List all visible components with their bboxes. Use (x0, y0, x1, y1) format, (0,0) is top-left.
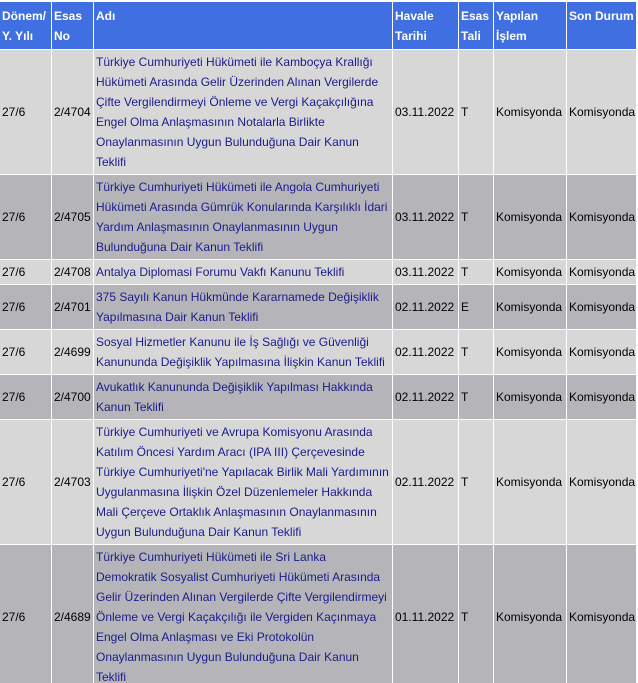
cell-esas-tali: T (459, 375, 493, 419)
header-row (0, 2, 636, 49)
cell-havale-tarihi: 01.11.2022 (393, 545, 458, 683)
header-yapilan-islem[interactable]: Yapılan İşlem (494, 2, 566, 49)
cell-adi (94, 50, 392, 174)
cell-esas-tali: T (459, 260, 493, 284)
bill-title-link[interactable]: Türkiye Cumhuriyeti Hükümeti ile Angola Cumhuriyeti Hükümeti Arasında Gümrük Konularında Karşılıklı İdari Yardım Anlaşmasının Onaylanmasının Uygun Bulunduğuna Dair Kanun Teklifi (96, 180, 388, 254)
cell-havale-tarihi: 03.11.2022 (393, 175, 458, 259)
cell-adi (94, 420, 392, 544)
cell-yapilan-islem: Komisyonda (494, 375, 566, 419)
cell-yapilan-islem: Komisyonda (494, 50, 566, 174)
cell-esas-no: 2/4703 (52, 420, 93, 544)
cell-adi (94, 285, 392, 329)
cell-son-durum: Komisyonda (567, 50, 636, 174)
cell-donem: 27/6 (0, 50, 51, 174)
cell-donem: 27/6 (0, 375, 51, 419)
table-row (0, 375, 636, 419)
cell-donem: 27/6 (0, 420, 51, 544)
table-row (0, 50, 636, 174)
cell-son-durum: Komisyonda (567, 420, 636, 544)
cell-esas-tali: T (459, 175, 493, 259)
bill-title-link[interactable]: 375 Sayılı Kanun Hükmünde Kararnamede Değişiklik Yapılmasına Dair Kanun Teklifi (96, 290, 379, 324)
bill-title-link[interactable]: Antalya Diplomasi Forumu Vakfı Kanunu Teklifi (96, 265, 345, 279)
cell-esas-no: 2/4708 (52, 260, 93, 284)
cell-donem: 27/6 (0, 260, 51, 284)
table-row (0, 545, 636, 683)
header-adi[interactable]: Adı (94, 2, 392, 49)
table-row (0, 420, 636, 544)
table-row (0, 260, 636, 284)
cell-esas-no: 2/4705 (52, 175, 93, 259)
header-esas-no[interactable]: Esas No (52, 2, 93, 49)
bill-title-link[interactable]: Sosyal Hizmetler Kanunu ile İş Sağlığı ve Güvenliği Kanununda Değişiklik Yapılmasına İlişkin Kanun Teklifi (96, 335, 385, 369)
cell-yapilan-islem: Komisyonda (494, 420, 566, 544)
cell-havale-tarihi: 03.11.2022 (393, 50, 458, 174)
cell-esas-no: 2/4704 (52, 50, 93, 174)
cell-esas-no: 2/4699 (52, 330, 93, 374)
cell-adi (94, 545, 392, 683)
cell-yapilan-islem: Komisyonda (494, 330, 566, 374)
table-row (0, 330, 636, 374)
cell-yapilan-islem: Komisyonda (494, 545, 566, 683)
cell-esas-tali: T (459, 420, 493, 544)
cell-esas-tali: T (459, 50, 493, 174)
table-row (0, 175, 636, 259)
header-esas-tali[interactable]: Esas Tali (459, 2, 493, 49)
header-son-durum[interactable]: Son Durum (567, 2, 636, 49)
bill-title-link[interactable]: Türkiye Cumhuriyeti Hükümeti ile Sri Lanka Demokratik Sosyalist Cumhuriyeti Hükümeti Arasında Gelir Üzerinden Alınan Vergilerde Çifte Vergilendirmeyi Önleme ve Vergi Kaçakçılığı ile Vergiden Kaçınmaya Engel Olma Anlaşması ve Eki Protokolün Onaylanmasının Uygun Bulunduğuna Dair Kanun Teklifi (96, 550, 387, 683)
cell-yapilan-islem: Komisyonda (494, 260, 566, 284)
cell-adi (94, 330, 392, 374)
cell-donem: 27/6 (0, 545, 51, 683)
cell-adi (94, 260, 392, 284)
bill-title-link[interactable]: Türkiye Cumhuriyeti ve Avrupa Komisyonu Arasında Katılım Öncesi Yardım Aracı (IPA III) Çerçevesinde Türkiye Cumhuriyeti'ne Yapılacak Birlik Mali Yardımının Uygulanmasına İlişkin Özel Düzenlemeler Hakkında Mali Çerçeve Ortaklık Anlaşmasının Onaylanmasının Uygun Bulunduğuna Dair Kanun Teklifi (96, 425, 389, 539)
cell-havale-tarihi: 03.11.2022 (393, 260, 458, 284)
cell-son-durum: Komisyonda (567, 285, 636, 329)
cell-son-durum: Komisyonda (567, 175, 636, 259)
cell-esas-no: 2/4689 (52, 545, 93, 683)
cell-donem: 27/6 (0, 175, 51, 259)
cell-son-durum: Komisyonda (567, 545, 636, 683)
table-row (0, 285, 636, 329)
cell-havale-tarihi: 02.11.2022 (393, 330, 458, 374)
cell-esas-tali: E (459, 285, 493, 329)
cell-son-durum: Komisyonda (567, 260, 636, 284)
cell-havale-tarihi: 02.11.2022 (393, 285, 458, 329)
cell-donem: 27/6 (0, 330, 51, 374)
cell-esas-no: 2/4700 (52, 375, 93, 419)
bill-title-link[interactable]: Türkiye Cumhuriyeti Hükümeti ile Kamboçya Krallığı Hükümeti Arasında Gelir Üzerinden Alınan Vergilerde Çifte Vergilendirmeyi Önleme ve Vergi Kaçakçılığına Engel Olma Anlaşmasının Notalarla Birlikte Onaylanmasının Uygun Bulunduğuna Dair Kanun Teklifi (96, 55, 379, 169)
header-havale-tarihi[interactable]: Havale Tarihi (393, 2, 458, 49)
cell-havale-tarihi: 02.11.2022 (393, 420, 458, 544)
cell-yapilan-islem: Komisyonda (494, 175, 566, 259)
cell-adi (94, 375, 392, 419)
cell-havale-tarihi: 02.11.2022 (393, 375, 458, 419)
cell-son-durum: Komisyonda (567, 375, 636, 419)
cell-son-durum: Komisyonda (567, 330, 636, 374)
header-donem[interactable]: Dönem/ Y. Yılı (0, 2, 51, 49)
cell-donem: 27/6 (0, 285, 51, 329)
cell-yapilan-islem: Komisyonda (494, 285, 566, 329)
cell-adi (94, 175, 392, 259)
bills-table (0, 1, 637, 683)
cell-esas-no: 2/4701 (52, 285, 93, 329)
bill-title-link[interactable]: Avukatlık Kanununda Değişiklik Yapılması Hakkında Kanun Teklifi (96, 380, 373, 414)
cell-esas-tali: T (459, 330, 493, 374)
cell-esas-tali: T (459, 545, 493, 683)
